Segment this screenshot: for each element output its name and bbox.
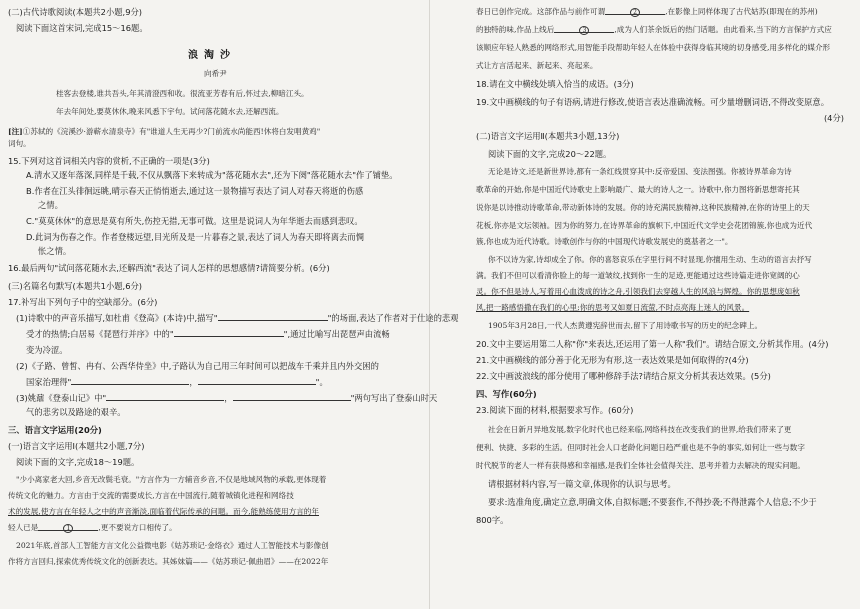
poem-title: 浪淘沙 xyxy=(188,50,236,61)
q17-1a-end: "的场面,表达了作者对于仕途的悲观 xyxy=(327,313,459,323)
essay-line-3: 说你是以诗推动诗歌革命,带动新体诗的发展。你的诗充满民族精神,这种民族精神,在你的诗里上的天 xyxy=(476,203,810,212)
section-heading-fill: (三)名篇名句默写(本题共1小题,6分) xyxy=(8,281,143,291)
question-19-points: (4分) xyxy=(823,113,844,123)
poem-line-2: 年去年间处,要莫休休,晚来风悉下宇句。试问落花随水去,还解西流。 xyxy=(56,107,284,116)
question-16: 16.最后两句"试问落花随水去,还解西流"表达了词人怎样的思想感情?请简要分析。(6分) xyxy=(8,263,330,273)
writing-material-line-1: 社会在日新月异地发展,数字化时代也已经来临,网络科技在改变我们的世界,给我们带来了更 xyxy=(488,425,792,434)
passage-line-3: 术的发展,使方言在年轻人之中的声音渐淡,面临着代际传承的问题。而今,能熟练使用方言的年 xyxy=(8,507,319,516)
q15-option-d: D.此词为伤春之作。作者登楼远望,目光所及是一片暮春之景,表达了词人为春天即将离去而惆 xyxy=(26,232,364,242)
q17-3a-text: (3)姚鼐《登泰山记》中" xyxy=(16,393,107,403)
right-column xyxy=(430,0,860,609)
q17-item-1-line-1 xyxy=(16,312,458,324)
writing-material-line-2: 便利、快捷、多彩的生活。但同时社会人口老龄化问题日趋严重也是不争的事实,如何让一些与数字 xyxy=(476,443,805,452)
essay-line-5: 簇,你也成为近代诗歌。诗歌创作与你的中国现代诗歌发展史的奠基者之一"。 xyxy=(476,237,733,246)
writing-requirements: 要求:选准角度,确定立意,明确文体,自拟标题;不要套作,不得抄袭;不得泄露个人信息;不少于 xyxy=(488,497,817,507)
passage-cont-line-3: 该顺应年轻人熟悉的网络形式,用智能手段帮助年轻人在体验中获得身临其境的切身感受,用多样化的媒介形 xyxy=(476,43,831,52)
question-19: 19.文中画横线的句子有语病,请进行修改,使语言表达准确流畅。可少量增删词语,不得改变原意。 xyxy=(476,97,829,107)
section-heading-poem: (二)古代诗歌阅读(本题共2小题,9分) xyxy=(8,7,143,17)
passage-line-2-text: 传统文化的魅力。方言由于交流的需要成长,方言在中国流行,随着城镇化进程和网络技 xyxy=(8,491,294,500)
passage-line-1: "少小离家老大回,乡音无改鬓毛衰。"方言作为一方辅音乡音,不仅是地域风物的承载,更体现着 xyxy=(16,475,327,484)
q17-item-2-line-2: 国家治理得" ， "。 xyxy=(26,377,328,387)
essay-line-10: 1905年3月28日,一代人杰黄遵宪辞世而去,留下了用诗歌书写的历史的纪念碑上。 xyxy=(488,321,763,330)
section-heading-language-1: (一)语言文字运用Ⅰ(本题共2小题,7分) xyxy=(8,441,145,451)
answer-blank[interactable] xyxy=(106,392,224,401)
note-label: [注] xyxy=(8,127,23,136)
answer-blank[interactable] xyxy=(233,392,351,401)
q17-1a-text: (1)诗歌中的声音乐描写,如杜甫《登高》(本诗)中,描写" xyxy=(16,313,218,323)
question-20: 20.文中主要运用第二人称"你"来表达,还运用了第一人称"我们"。请结合原文,分析其作用。(4分) xyxy=(476,339,829,349)
q17-item-3-line-1: (3)姚鼐《登泰山记》中" ， "两句写出了登泰山时天 xyxy=(16,393,438,403)
q17-3a-end: "两句写出了登泰山时天 xyxy=(350,393,438,403)
passage-line-4-text: 轻人已是 xyxy=(8,523,39,532)
q15-option-d-cont: 怅之情。 xyxy=(38,246,72,256)
q15-option-c: C."莫莫休休"的意思是莫有所失,伤控无措,无事可做。这里是说词人为年华逝去而感到悲叹。 xyxy=(26,216,363,226)
poem-author: 向希尹 xyxy=(204,69,227,78)
q17-item-1-line-2 xyxy=(26,328,390,340)
question-18: 18.请在文中横线处填入恰当的成语。(3分) xyxy=(476,79,634,89)
q15-option-a: A.清水又逐年落深,同样是千载,不仅从飘落下来转成为"落花随水去",还为下阕"落花随水去"作了铺垫。 xyxy=(26,170,398,180)
question-21: 21.文中画横线的部分善于化无形为有形,这一表达效果是如何取得的?(4分) xyxy=(476,355,749,365)
instruction-18-19: 阅读下面的文字,完成18～19题。 xyxy=(16,457,140,467)
answer-blank[interactable] xyxy=(218,312,328,321)
section-heading-writing: 四、写作(60分) xyxy=(476,389,537,399)
passage-cont-line-2-text: 的独特韵味,作品上线后 xyxy=(476,25,555,34)
blank-3: 3 xyxy=(554,24,614,33)
passage-cont-line-1-text: 春日已创作完成。这部作品与前作可谓 xyxy=(476,7,606,16)
answer-blank[interactable] xyxy=(198,376,316,385)
essay-line-9: 风,把一路感悟撒在我们的心里;你的思考又如夏日流萤,不时点亮海上迷人的风景。 xyxy=(476,303,750,312)
essay-line-6: 你不以诗为家,诗却成全了你。你的喜怒哀乐在字里行间不时显现,你擅用生动、生动的语言去抒写 xyxy=(488,255,812,264)
section-heading-language-2: (二)语言文字运用Ⅱ(本题共3小题,13分) xyxy=(476,131,620,141)
q17-2b-text: 国家治理得" xyxy=(26,377,72,387)
passage-line-6: 作将方言回归,探索优秀传统文化的创新表达。其姊妹篇——《姑苏琐记·佩曲眉》——在2022年 xyxy=(8,557,329,566)
instruction-20-22: 阅读下面的文字,完成20～22题。 xyxy=(488,149,612,159)
poem-instruction: 阅读下面这首宋词,完成15～16题。 xyxy=(16,23,148,33)
essay-line-8: 灵。你不但是诗人,写着用心血泼成的诗之舟,引领我们去穿越人生的风浪与辉煌。你的思想庞如秋 xyxy=(476,287,800,296)
passage-cont-line-2-end: ,成为人们茶余饭后的热门话题。由此看来,当下的方言保护方式应 xyxy=(614,25,832,34)
q15-option-b: B.作者在江头徘徊远眺,晴示春天正悄悄逝去,通过这一景物描写表达了词人对春天将逝的伤感 xyxy=(26,186,364,196)
section-heading-language: 三、语言文字运用(20分) xyxy=(8,425,102,435)
passage-cont-line-1 xyxy=(476,6,818,18)
question-22: 22.文中画波浪线的部分使用了哪种修辞手法?请结合原文分析其表达效果。(5分) xyxy=(476,371,771,381)
essay-line-4: 花板,你亦是文坛领袖。因为你的努力,在诗界革命的旗帜下,中国近代文学史会花团锦簇,你也成为近代 xyxy=(476,221,813,230)
essay-line-2: 歌革命的开始,你是中国近代诗歌史上影响最广、最大的诗人之一。诗歌中,你力图将新思想寄托其 xyxy=(476,185,800,194)
writing-material-line-3: 时代脱节的老人一样有获得感和幸福感,是我们全体社会值得关注、思考并着力去解决的现实问题。 xyxy=(476,461,805,470)
q17-item-1-line-3: 变为冷涩。 xyxy=(26,345,68,355)
answer-blank[interactable] xyxy=(174,328,284,337)
passage-cont-line-4: 式让方言活起来、新起来、亮起来。 xyxy=(476,61,598,70)
writing-word-count: 800字。 xyxy=(476,515,509,525)
poem-note-cont: 词句。 xyxy=(8,139,31,148)
passage-cont-line-1-end: ,在影像上同样体现了古代姑苏(即现在的苏州) xyxy=(665,7,818,16)
question-15: 15.下列对这首词相关内容的赏析,不正确的一项是(3分) xyxy=(8,156,210,166)
q15-option-b-cont: 之情。 xyxy=(38,200,63,210)
essay-line-7: 满。我们不但可以看清你脸上的每一道皱纹,找到你一生的足迹,更能通过这些诗篇走进你宽阔的心 xyxy=(476,271,800,280)
q17-2b-end: "。 xyxy=(315,377,328,387)
question-23: 23.阅读下面的材料,根据要求写作。(60分) xyxy=(476,405,634,415)
answer-blank[interactable] xyxy=(71,376,189,385)
blank-2: 2 xyxy=(605,6,665,15)
poem-note xyxy=(8,126,320,138)
writing-prompt: 请根据材料内容,写一篇文章,体现你的认识与思考。 xyxy=(488,479,676,489)
passage-line-4 xyxy=(8,522,177,534)
passage-line-4-end: ,更不要说方口相传了。 xyxy=(98,523,177,532)
poem-line-1: 桂客去登楼,谁共吾头,年其清澄西和收。很流亚芳春有后,怀过去,柳暗江头。 xyxy=(56,89,309,98)
q17-1b-end: ",通过比喻写出琵琶声由流畅 xyxy=(283,329,390,339)
q17-item-2-line-1: (2)《子路、曾皙、冉有、公西华侍坐》中,子路认为自己用三年时间可以把战车千乘并且内外交困的 xyxy=(16,361,379,371)
passage-line-2 xyxy=(8,490,294,502)
question-17: 17.补写出下列句子中的空缺部分。(6分) xyxy=(8,297,158,307)
passage-cont-line-2 xyxy=(476,24,832,36)
passage-line-5: 2021年底,首部人工智能方言文化公益微电影《姑苏琐记·金络衣》通过人工智能技术与影像创 xyxy=(16,541,329,550)
q17-1b-text: 受才的热情;白居易《琵琶行并序》中的" xyxy=(26,329,174,339)
blank-1: 1 xyxy=(38,522,98,531)
q17-item-3-line-2: 气的悲劣以及路途的艰辛。 xyxy=(26,407,126,417)
note-text: ①苏轼的《浣溪沙·游蕲水清泉寺》有"谁道人生无再少?门前流水尚能西!休将白发唱黄鸡" xyxy=(22,127,321,136)
essay-line-1: 无论是诗文,还是新世界诗,都有一条红线贯穿其中:反帝爱国、变法图强。你被诗界革命为诗 xyxy=(488,167,792,176)
